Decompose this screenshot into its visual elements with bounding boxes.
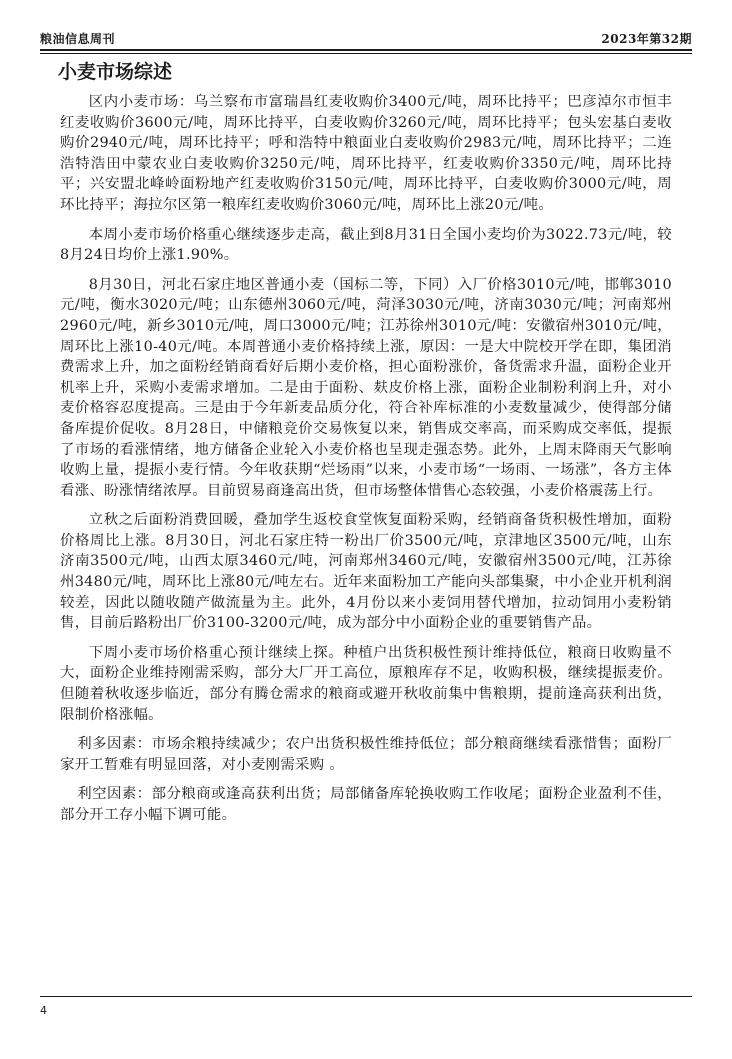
issue-number: 2023年第32期 (601, 31, 692, 46)
article-body (60, 92, 672, 835)
section-title: 小麦市场综述 (58, 61, 173, 83)
paragraph-bullish-factors: 利多因素：市场余粮持续减少；农户出货积极性维持低位；部分粮商继续看涨惜售；面粉厂家开工暂难有明显回落，对小麦刚需采购 。 (60, 736, 672, 773)
paragraph-bearish-factors: 利空因素：部分粮商或逢高获利出货；局部储备库轮换收购工作收尾；面粉企业盈利不佳，部分开工存小幅下调可能。 (60, 786, 672, 823)
footer-rule (40, 996, 692, 997)
paragraph-regional-market: 区内小麦市场：乌兰察布市富瑞昌红麦收购价3400元/吨，周环比持平；巴彦淖尔市恒丰红麦收购价3600元/吨，周环比持平，白麦收购价3260元/吨，周环比持平；包头宏基白麦收购价2940元/吨，周环比持平；呼和浩特中粮面业白麦收购价2983元/吨，周环比持平；二连浩特浩田中蒙农业白麦收购价3250元/吨，周环比持平，红麦收购价3350元/吨，周环比持平；兴安盟北峰岭面粉地产红麦收购价3150元/吨，周环比持平，白麦收购价3000元/吨，周环比持平；海拉尔区第一粮库红麦收购价3060元/吨，周环比上涨20元/吨。 (60, 94, 672, 213)
paragraph-outlook: 下周小麦市场价格重心预计继续上探。种植户出货积极性预计维持低位，粮商日收购量不大，面粉企业维持刚需采购，部分大厂开工高位，原粮库存不足，收购积极，继续提振麦价。但随着秋收逐步临近，部分有腾仓需求的粮商或避开秋收前集中售粮期，提前逢高获利出货，限制价格涨幅。 (60, 644, 672, 723)
header-rule (40, 49, 692, 51)
paragraph-flour-market: 立秋之后面粉消费回暖，叠加学生返校食堂恢复面粉采购，经销商备货积极性增加，面粉价格周比上涨。8月30日，河北石家庄特一粉出厂价3500元/吨，京津地区3500元/吨，山东济南3500元/吨，山西太原3460元/吨，河南郑州3460元/吨，安徽宿州3500元/吨，江苏徐州3480元/吨，周环比上涨80元/吨左右。近年来面粉加工产能向头部集聚，中小企业开机利润较差，因此以随收随产做流量为主。此外，4月份以来小麦饲用替代增加，拉动饲用小麦粉销售，目前后路粉出厂价3100-3200元/吨，成为部分中小面粉企业的重要销售产品。 (60, 512, 672, 632)
paragraph-national-average: 本周小麦市场价格重心继续逐步走高，截止到8月31日全国小麦均价为3022.73元/吨，较8月24日均价上涨1.90%。 (60, 226, 672, 264)
header-rule-thin (40, 53, 692, 54)
page-number: 4 (40, 1004, 47, 1017)
running-header (40, 29, 692, 47)
journal-name: 粮油信息周刊 (40, 31, 116, 46)
paragraph-ordinary-wheat: 8月30日，河北石家庄地区普通小麦（国标二等，下同）入厂价格3010元/吨，邯郸3010元/吨，衡水3020元/吨；山东德州3060元/吨，菏泽3030元/吨，济南3030元/吨；河南郑州2960元/吨，新乡3010元/吨，周口3000元/吨；江苏徐州3010元/吨：安徽宿州3010元/吨，周环比上涨10-40元/吨。本周普通小麦价格持续上涨，原因：一是大中院校开学在即，集团消费需求上升，加之面粉经销商看好后期小麦价格，担心面粉涨价，备货需求升温，面粉企业开机率上升，采购小麦需求增加。二是由于面粉、麸皮价格上涨，面粉企业制粉利润上升，对小麦价格容忍度提高。三是由于今年新麦品质分化，符合补库标准的小麦数量减少，使得部分储备库提价促收。8月28日，中储粮竞价交易恢复以来，销售成交率高，而采购成交率低，提振了市场的看涨情绪，地方储备企业轮入小麦价格也呈现走强态势。此外，上周末降雨天气影响收购上量，提振小麦行情。今年收获期“烂场雨”以来，小麦市场“一场雨、一场涨”，各方主体看涨、盼涨情绪浓厚。目前贸易商逢高出货，但市场整体惜售心态较强，小麦价格震荡上行。 (60, 276, 672, 499)
